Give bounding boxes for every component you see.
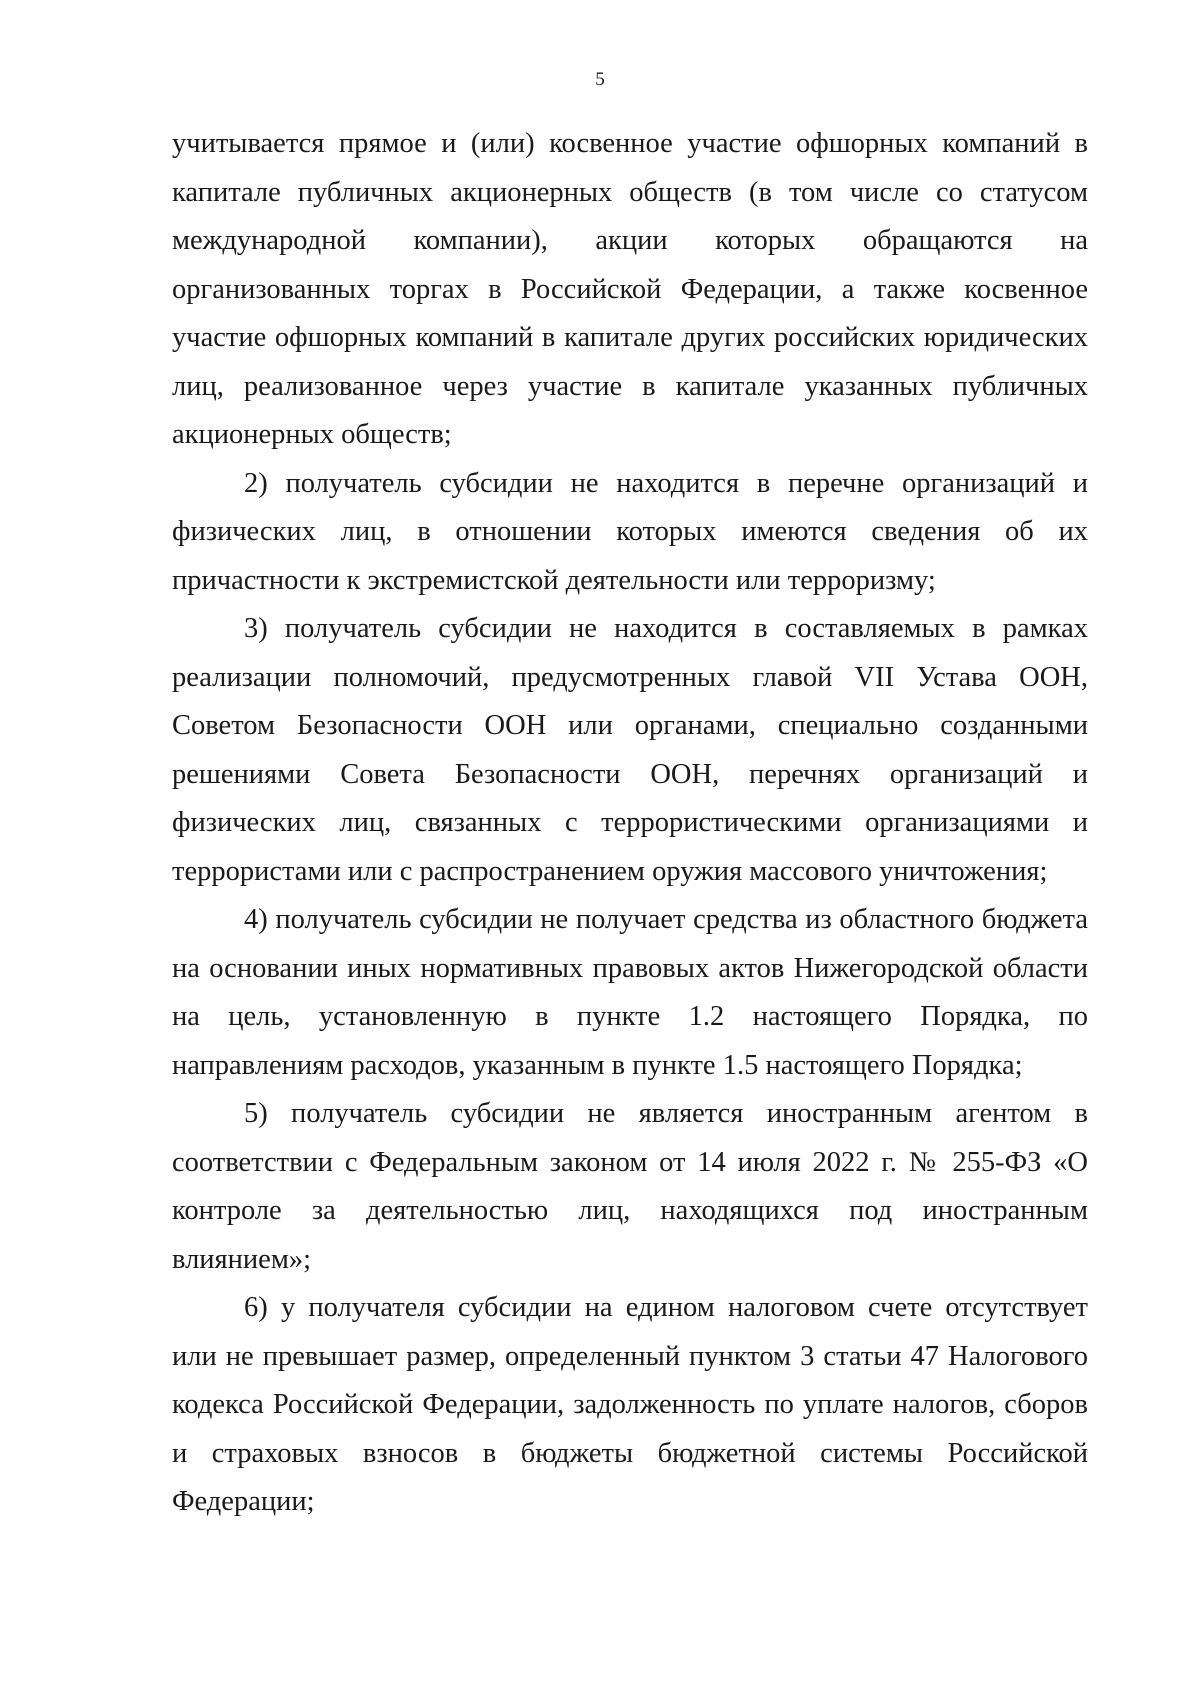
paragraph-item-6: 6) у получателя субсидии на едином налоговом счете отсутствует или не превышает размер, определенный пунктом 3 статьи 47 Налогового кодекса Российской Федерации, задолженность по уплате налогов, сборов и страховых взносов в бюджеты бюджетной системы Российской Федерации;	[172, 1292, 1088, 1517]
document-body	[172, 120, 1088, 1527]
page-number: 5	[595, 69, 605, 90]
paragraph-continuation: учитывается прямое и (или) косвенное участие офшорных компаний в капитале публичных акционерных обществ (в том числе со статусом международной компании), акции которых обращаются на организованных торгах в Российской Федерации, а также косвенное участие офшорных компаний в капитале других российских юридических лиц, реализованное через участие в капитале указанных публичных акционерных обществ;	[172, 128, 1088, 450]
paragraph-item-4: 4) получатель субсидии не получает средства из областного бюджета на основании иных нормативных правовых актов Нижегородской области на цель, установленную в пункте 1.2 настоящего Порядка, по направлениям расходов, указанным в пункте 1.5 настоящего Порядка;	[172, 904, 1088, 1081]
paragraph-item-5: 5) получатель субсидии не является иностранным агентом в соответствии с Федеральным законом от 14 июля 2022 г. № 255-ФЗ «О контроле за деятельностью лиц, находящихся под иностранным влиянием»;	[172, 1098, 1088, 1275]
paragraph-item-3: 3) получатель субсидии не находится в составляемых в рамках реализации полномочий, предусмотренных главой VII Устава ООН, Советом Безопасности ООН или органами, специально созданными решениями Совета Безопасности ООН, перечнях организаций и физических лиц, связанных с террористическими организациями и террористами или с распространением оружия массового уничтожения;	[172, 613, 1088, 887]
paragraph-item-2: 2) получатель субсидии не находится в перечне организаций и физических лиц, в отношении которых имеются сведения об их причастности к экстремистской деятельности или терроризму;	[172, 467, 1088, 596]
